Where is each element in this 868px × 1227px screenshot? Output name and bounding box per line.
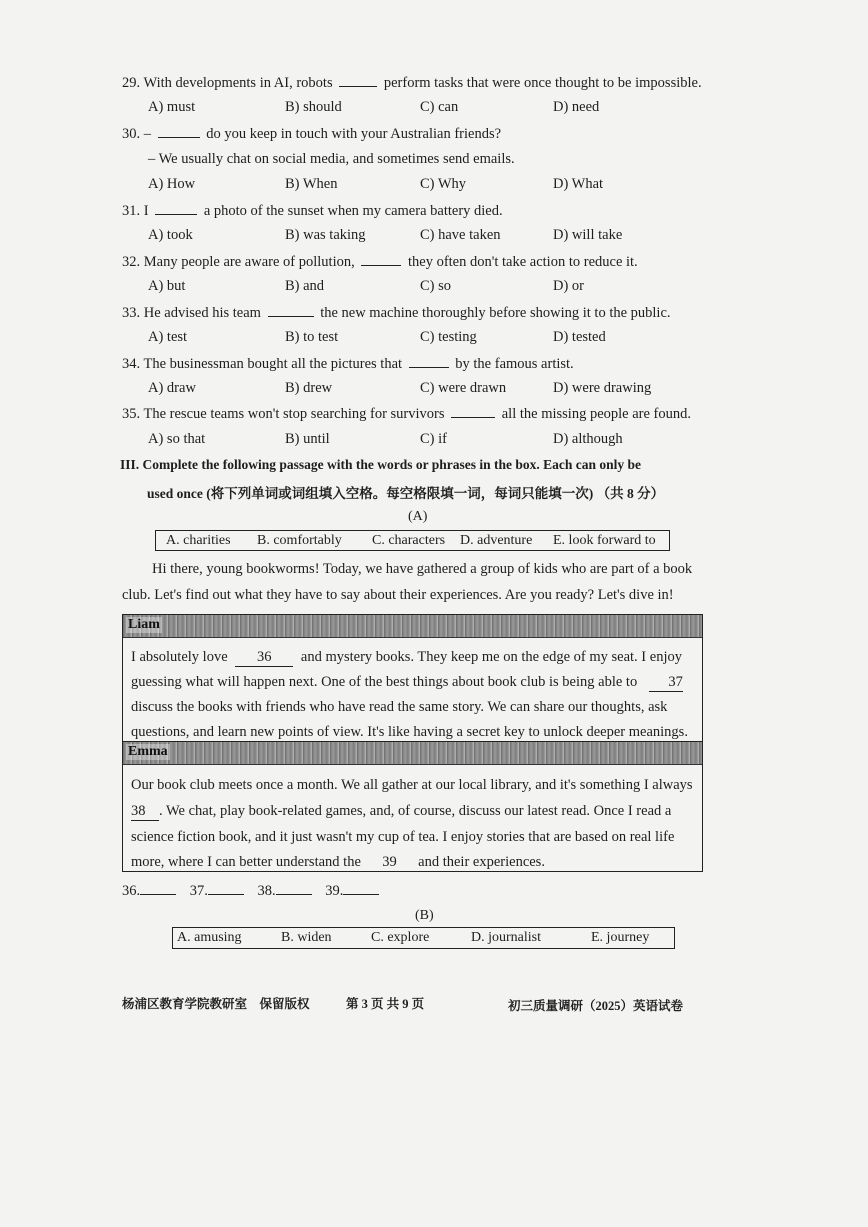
emma-line-3: science fiction book, and it just wasn't my cup of tea. I enjoy stories that are based on real life [131, 829, 675, 845]
blank-36: 36 [235, 649, 293, 667]
word-box-b [172, 927, 675, 949]
footer-exam-title: 初三质量调研（2025）英语试卷 [508, 999, 684, 1013]
options-32 [148, 278, 708, 298]
option-b: B) to test [285, 329, 339, 345]
passage-text: I absolutely love [131, 649, 228, 665]
option-a: A) took [148, 227, 193, 243]
question-text: perform tasks that were once thought to be impossible. [383, 75, 702, 91]
answer-blank [276, 882, 312, 895]
option-b: B) until [285, 431, 330, 447]
answer-number: 38. [257, 883, 276, 899]
answer-row-a [122, 882, 389, 900]
option-a: A) must [148, 99, 196, 115]
blank-38: 38 [131, 803, 159, 821]
question-number: 34. [122, 356, 141, 372]
question-34 [122, 355, 574, 373]
option-d: D) need [553, 99, 600, 115]
option-b: B) was taking [285, 227, 366, 243]
option-a: A) test [148, 329, 188, 345]
option-c: C) if [420, 431, 447, 447]
question-number: 30. [122, 126, 141, 142]
answer-blank [268, 304, 314, 317]
word-option: A. amusing [177, 930, 242, 945]
part-a-label: (A) [408, 509, 428, 524]
options-35 [148, 431, 708, 451]
option-c: C) testing [420, 329, 477, 345]
answer-blank [158, 125, 200, 138]
question-text: Many people are aware of pollution, [143, 254, 355, 270]
option-a: A) but [148, 278, 186, 294]
options-33 [148, 329, 708, 349]
question-text: I [143, 203, 149, 219]
option-b: B) When [285, 176, 338, 192]
question-text: The rescue teams won't stop searching for survivors [143, 406, 445, 422]
options-34 [148, 380, 708, 400]
liam-line-3: discuss the books with friends who have read the same story. We can share our thoughts, ask [131, 699, 668, 715]
liam-line-1 [131, 649, 682, 667]
word-option: C. explore [371, 930, 430, 945]
question-text: With developments in AI, robots [143, 75, 333, 91]
emma-panel [122, 741, 703, 872]
footer-page-number: 第 3 页 共 9 页 [346, 997, 425, 1011]
intro-line-1: Hi there, young bookworms! Today, we have gathered a group of kids who are part of a book [152, 561, 693, 577]
question-text: do you keep in touch with your Australian friends? [206, 126, 502, 142]
section-3-subtitle: used once (将下列单词或词组填入空格。每空格限填一词，每词只能填一次) （共 8 分） [147, 486, 665, 501]
emma-line-1: Our book club meets once a month. We all gather at our local library, and it's something I always [131, 777, 693, 793]
question-30 [122, 125, 501, 143]
option-c: C) Why [420, 176, 467, 192]
option-c: C) were drawn [420, 380, 507, 396]
answer-blank [140, 882, 176, 895]
question-number: 35. [122, 406, 141, 422]
question-text: they often don't take action to reduce it. [407, 254, 638, 270]
answer-number: 37. [189, 883, 208, 899]
answer-blank [343, 882, 379, 895]
option-d: D) will take [553, 227, 623, 243]
option-a: A) draw [148, 380, 196, 396]
emma-line-2 [131, 803, 671, 821]
option-c: C) can [420, 99, 459, 115]
speaker-name: Liam [128, 617, 160, 632]
options-29 [148, 99, 708, 119]
liam-header [123, 615, 702, 638]
intro-line-2: club. Let's find out what they have to say about their experiences. Are you ready? Let's dive in! [122, 587, 674, 603]
liam-line-2 [131, 674, 683, 692]
footer-copyright: 杨浦区教育学院教研室 保留版权 [122, 997, 310, 1011]
passage-text: and mystery books. They keep me on the edge of my seat. I enjoy [300, 649, 682, 665]
speaker-name: Emma [128, 744, 168, 759]
question-30-reply: – We usually chat on social media, and sometimes send emails. [148, 151, 515, 167]
options-30 [148, 176, 708, 196]
word-option: B. comfortably [257, 533, 342, 548]
option-d: D) or [553, 278, 585, 294]
options-31 [148, 227, 708, 247]
answer-number: 36. [122, 883, 141, 899]
question-29 [122, 74, 702, 92]
question-number: 29. [122, 75, 141, 91]
question-number: 33. [122, 305, 141, 321]
word-option: D. adventure [460, 533, 533, 548]
liam-line-4: questions, and learn new points of view. It's like having a secret key to unlock deeper meanings. [131, 724, 688, 740]
part-b-label: (B) [415, 908, 434, 923]
option-b: B) drew [285, 380, 333, 396]
answer-blank [451, 405, 495, 418]
option-c: C) have taken [420, 227, 501, 243]
passage-text: and their experiences. [418, 854, 545, 870]
option-a: A) How [148, 176, 196, 192]
answer-blank [155, 202, 197, 215]
blank-37: 37 [649, 674, 683, 692]
passage-text: more, where I can better understand the [131, 854, 361, 870]
word-option: A. charities [166, 533, 231, 548]
answer-blank [361, 253, 401, 266]
question-number: 31. [122, 203, 141, 219]
question-35 [122, 405, 691, 423]
word-option: E. look forward to [553, 533, 656, 548]
option-b: B) should [285, 99, 342, 115]
option-d: D) tested [553, 329, 606, 345]
answer-blank [208, 882, 244, 895]
emma-header [123, 742, 702, 765]
answer-number: 39. [325, 883, 344, 899]
question-text: – [143, 126, 151, 142]
option-b: B) and [285, 278, 325, 294]
passage-text: guessing what will happen next. One of the best things about book club is being able to [131, 674, 638, 690]
word-box-a [155, 530, 670, 551]
question-text: He advised his team [143, 305, 261, 321]
option-d: D) although [553, 431, 623, 447]
question-text: the new machine thoroughly before showing it to the public. [320, 305, 671, 321]
option-a: A) so that [148, 431, 206, 447]
option-d: D) What [553, 176, 604, 192]
blank-39: 39 [369, 854, 411, 872]
question-31 [122, 202, 503, 220]
question-32 [122, 253, 638, 271]
answer-blank [339, 74, 377, 87]
question-text: The businessman bought all the pictures that [143, 356, 403, 372]
liam-panel [122, 614, 703, 742]
word-option: B. widen [281, 930, 332, 945]
option-c: C) so [420, 278, 452, 294]
question-text: all the missing people are found. [501, 406, 692, 422]
question-text: a photo of the sunset when my camera battery died. [203, 203, 503, 219]
word-option: C. characters [372, 533, 446, 548]
question-33 [122, 304, 671, 322]
word-option: D. journalist [471, 930, 541, 945]
question-number: 32. [122, 254, 141, 270]
answer-blank [409, 355, 449, 368]
option-d: D) were drawing [553, 380, 652, 396]
word-option: E. journey [591, 930, 650, 945]
section-3-title: III. Complete the following passage with the words or phrases in the box. Each can only be [120, 457, 642, 472]
question-text: by the famous artist. [455, 356, 574, 372]
emma-line-4 [131, 854, 545, 872]
passage-text: . We chat, play book-related games, and, of course, discuss our latest read. Once I read a [159, 803, 672, 819]
